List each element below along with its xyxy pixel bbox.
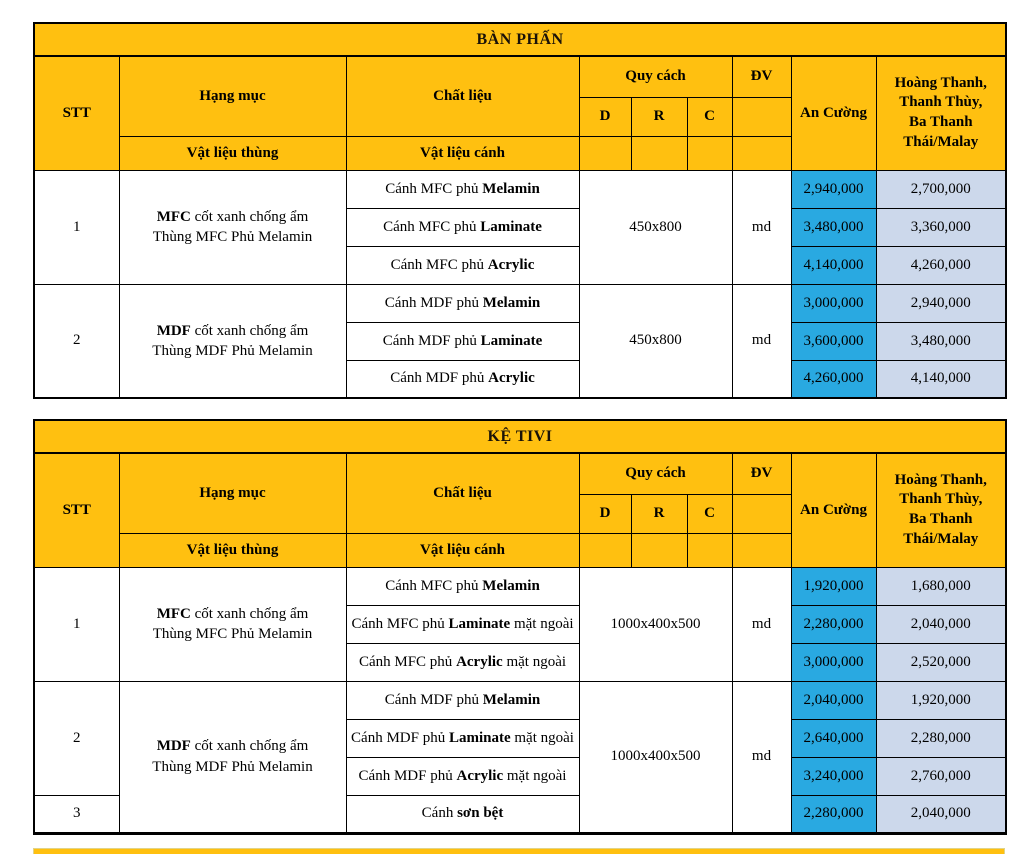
cell-unit: md — [732, 681, 791, 833]
cell-price-partner: 4,260,000 — [876, 246, 1006, 284]
column-header-vat-lieu-canh: Vật liệu cánh — [346, 533, 579, 567]
item-line2: Thùng MDF Phủ Melamin — [152, 342, 313, 359]
header-row-top — [34, 56, 1006, 97]
empty-header-cell — [732, 136, 791, 170]
cell-price-partner: 1,920,000 — [876, 681, 1006, 719]
partner-line: Ba Thanh — [909, 114, 973, 131]
cell-price-partner: 2,040,000 — [876, 795, 1006, 833]
cell-price-partner: 2,760,000 — [876, 757, 1006, 795]
column-header-dv: ĐV — [732, 56, 791, 97]
cell-material: Cánh MFC phủ Laminate — [346, 208, 579, 246]
cell-price-an-cuong: 2,280,000 — [791, 605, 876, 643]
header-row-top — [34, 453, 1006, 494]
cell-item — [119, 170, 346, 284]
empty-header-cell — [631, 136, 687, 170]
column-header-c: C — [687, 97, 732, 136]
cell-material: Cánh MDF phủ Melamin — [346, 284, 579, 322]
cell-unit: md — [732, 170, 791, 284]
table-row — [34, 681, 1006, 719]
column-header-quy-cach: Quy cách — [579, 453, 732, 494]
column-header-hang-muc: Hạng mục — [119, 453, 346, 533]
cell-price-partner: 2,700,000 — [876, 170, 1006, 208]
empty-header-cell — [732, 494, 791, 533]
cell-item — [119, 284, 346, 398]
ke-tivi-table — [33, 419, 1007, 835]
cell-price-partner: 4,140,000 — [876, 360, 1006, 398]
column-header-chat-lieu: Chất liệu — [346, 453, 579, 533]
item-line1: MFC cốt xanh chống ẩm — [156, 605, 309, 622]
column-header-quy-cach: Quy cách — [579, 56, 732, 97]
column-header-vat-lieu-canh: Vật liệu cánh — [346, 136, 579, 170]
cell-item — [119, 681, 346, 833]
cell-stt: 1 — [34, 170, 119, 284]
column-header-an-cuong: An Cường — [791, 453, 876, 567]
next-section-header-partial — [33, 848, 1005, 854]
cell-stt: 2 — [34, 681, 119, 795]
column-header-d: D — [579, 97, 631, 136]
cell-size: 1000x400x500 — [579, 681, 732, 833]
section-title: KỆ TIVI — [34, 420, 1006, 453]
cell-price-partner: 3,480,000 — [876, 322, 1006, 360]
cell-unit: md — [732, 567, 791, 681]
cell-price-partner: 2,520,000 — [876, 643, 1006, 681]
cell-price-an-cuong: 4,140,000 — [791, 246, 876, 284]
item-line2: Thùng MDF Phủ Melamin — [152, 758, 313, 775]
column-header-hang-muc: Hạng mục — [119, 56, 346, 136]
cell-price-partner: 2,940,000 — [876, 284, 1006, 322]
partner-line: Thái/Malay — [903, 531, 979, 548]
column-header-an-cuong: An Cường — [791, 56, 876, 170]
item-line2: Thùng MFC Phủ Melamin — [152, 229, 313, 245]
column-header-d: D — [579, 494, 631, 533]
column-header-chat-lieu: Chất liệu — [346, 56, 579, 136]
cell-price-an-cuong: 2,280,000 — [791, 795, 876, 833]
section-title-row — [34, 420, 1006, 453]
cell-item — [119, 567, 346, 681]
partner-line: Ba Thanh — [909, 511, 973, 528]
column-header-r: R — [631, 97, 687, 136]
empty-header-cell — [732, 97, 791, 136]
cell-price-partner: 1,680,000 — [876, 567, 1006, 605]
partner-line: Thanh Thùy, — [899, 491, 983, 508]
partner-line: Thanh Thùy, — [899, 94, 983, 111]
table-row — [34, 170, 1006, 208]
column-header-c: C — [687, 494, 732, 533]
cell-material: Cánh MFC phủ Acrylic — [346, 246, 579, 284]
cell-material: Cánh MFC phủ Melamin — [346, 567, 579, 605]
cell-unit: md — [732, 284, 791, 398]
cell-material: Cánh MDF phủ Laminate — [346, 322, 579, 360]
partner-line: Hoàng Thanh, — [894, 74, 987, 91]
cell-price-an-cuong: 2,940,000 — [791, 170, 876, 208]
empty-header-cell — [687, 533, 732, 567]
cell-price-an-cuong: 2,040,000 — [791, 681, 876, 719]
cell-size: 450x800 — [579, 284, 732, 398]
table-row — [34, 284, 1006, 322]
cell-material: Cánh MDF phủ Laminate mặt ngoài — [346, 719, 579, 757]
cell-stt: 1 — [34, 567, 119, 681]
partner-line: Thái/Malay — [903, 134, 979, 151]
empty-header-cell — [732, 533, 791, 567]
cell-price-an-cuong: 3,240,000 — [791, 757, 876, 795]
cell-price-partner: 2,280,000 — [876, 719, 1006, 757]
table-row — [34, 567, 1006, 605]
item-line1: MDF cốt xanh chống ẩm — [156, 322, 309, 339]
cell-size: 1000x400x500 — [579, 567, 732, 681]
column-header-r: R — [631, 494, 687, 533]
cell-material: Cánh MFC phủ Melamin — [346, 170, 579, 208]
cell-price-an-cuong: 3,600,000 — [791, 322, 876, 360]
cell-material: Cánh MFC phủ Laminate mặt ngoài — [346, 605, 579, 643]
item-line1: MDF cốt xanh chống ẩm — [156, 738, 309, 755]
section-title: BÀN PHẤN — [34, 23, 1006, 56]
cell-price-partner: 3,360,000 — [876, 208, 1006, 246]
item-line1: MFC cốt xanh chống ẩm — [156, 208, 309, 225]
cell-price-an-cuong: 3,480,000 — [791, 208, 876, 246]
column-header-stt: STT — [34, 453, 119, 567]
cell-material: Cánh MFC phủ Acrylic mặt ngoài — [346, 643, 579, 681]
empty-header-cell — [631, 533, 687, 567]
cell-material: Cánh MDF phủ Melamin — [346, 681, 579, 719]
cell-price-an-cuong: 1,920,000 — [791, 567, 876, 605]
column-header-stt: STT — [34, 56, 119, 170]
column-header-vat-lieu-thung: Vật liệu thùng — [119, 136, 346, 170]
empty-header-cell — [579, 136, 631, 170]
cell-material: Cánh sơn bệt — [346, 795, 579, 833]
cell-price-an-cuong: 3,000,000 — [791, 643, 876, 681]
cell-stt: 3 — [34, 795, 119, 833]
cell-stt: 2 — [34, 284, 119, 398]
cell-price-an-cuong: 4,260,000 — [791, 360, 876, 398]
cell-size: 450x800 — [579, 170, 732, 284]
column-header-partner — [876, 453, 1006, 567]
cell-price-an-cuong: 2,640,000 — [791, 719, 876, 757]
section-title-row — [34, 23, 1006, 56]
cell-price-partner: 2,040,000 — [876, 605, 1006, 643]
price-sheet — [33, 22, 1005, 854]
cell-material: Cánh MDF phủ Acrylic — [346, 360, 579, 398]
column-header-vat-lieu-thung: Vật liệu thùng — [119, 533, 346, 567]
partner-line: Hoàng Thanh, — [894, 471, 987, 488]
empty-header-cell — [687, 136, 732, 170]
column-header-partner — [876, 56, 1006, 170]
cell-material: Cánh MDF phủ Acrylic mặt ngoài — [346, 757, 579, 795]
cell-price-an-cuong: 3,000,000 — [791, 284, 876, 322]
empty-header-cell — [579, 533, 631, 567]
ban-phan-table — [33, 22, 1007, 399]
column-header-dv: ĐV — [732, 453, 791, 494]
item-line2: Thùng MFC Phủ Melamin — [152, 626, 313, 642]
